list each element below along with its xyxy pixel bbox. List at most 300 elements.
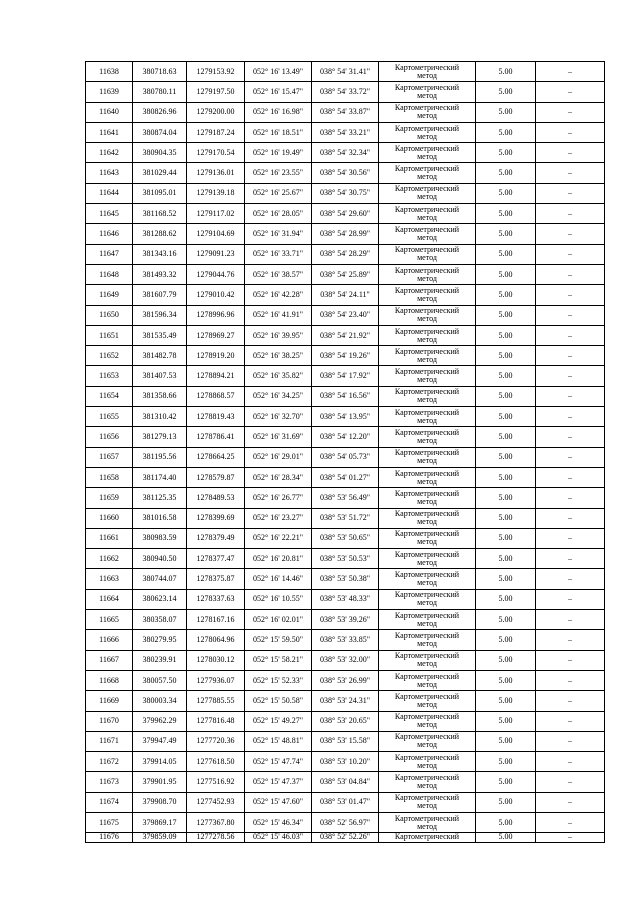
point-number-cell: 11656 bbox=[86, 427, 133, 447]
note-cell: – bbox=[536, 325, 605, 345]
longitude-cell: 038° 54' 21.92" bbox=[312, 325, 379, 345]
method-cell bbox=[379, 792, 476, 812]
point-number-cell: 11638 bbox=[86, 62, 133, 82]
longitude-cell: 038° 53' 48.33" bbox=[312, 589, 379, 609]
x-coordinate-cell: 381535.49 bbox=[133, 325, 187, 345]
longitude-cell: 038° 54' 23.40" bbox=[312, 305, 379, 325]
latitude-cell: 052° 16' 02.01" bbox=[245, 610, 312, 630]
y-coordinate-cell: 1278996.96 bbox=[187, 305, 245, 325]
y-coordinate-cell: 1279139.18 bbox=[187, 183, 245, 203]
accuracy-cell: 5.00 bbox=[476, 346, 536, 366]
method-cell bbox=[379, 62, 476, 82]
longitude-cell: 038° 53' 01.47" bbox=[312, 792, 379, 812]
x-coordinate-cell: 380744.07 bbox=[133, 569, 187, 589]
method-text: метод bbox=[417, 699, 437, 709]
y-coordinate-cell: 1279117.02 bbox=[187, 204, 245, 224]
x-coordinate-cell: 380940.50 bbox=[133, 549, 187, 569]
x-coordinate-cell: 380826.96 bbox=[133, 102, 187, 122]
method-text: Картометрический bbox=[394, 82, 460, 92]
table-row bbox=[86, 528, 605, 548]
note-cell: – bbox=[536, 62, 605, 82]
method-text: метод bbox=[417, 395, 437, 405]
note-cell: – bbox=[536, 630, 605, 650]
x-coordinate-cell: 381029.44 bbox=[133, 163, 187, 183]
method-text: метод bbox=[417, 720, 437, 730]
method-text: метод bbox=[417, 557, 437, 567]
longitude-cell: 038° 52' 56.97" bbox=[312, 812, 379, 832]
point-number-cell: 11650 bbox=[86, 305, 133, 325]
accuracy-cell: 5.00 bbox=[476, 143, 536, 163]
method-text: метод bbox=[417, 172, 437, 182]
latitude-cell: 052° 16' 15.47" bbox=[245, 82, 312, 102]
x-coordinate-cell: 381125.35 bbox=[133, 488, 187, 508]
note-cell: – bbox=[536, 285, 605, 305]
method-text: метод bbox=[417, 70, 437, 80]
method-cell bbox=[379, 833, 476, 843]
method-text: метод bbox=[417, 638, 437, 648]
method-text: Картометрический bbox=[394, 691, 460, 701]
method-cell bbox=[379, 122, 476, 142]
method-cell bbox=[379, 508, 476, 528]
latitude-cell: 052° 16' 26.77" bbox=[245, 488, 312, 508]
accuracy-cell: 5.00 bbox=[476, 163, 536, 183]
method-cell bbox=[379, 102, 476, 122]
y-coordinate-cell: 1277278.56 bbox=[187, 833, 245, 843]
latitude-cell: 052° 16' 29.01" bbox=[245, 447, 312, 467]
method-cell bbox=[379, 244, 476, 264]
point-number-cell: 11675 bbox=[86, 812, 133, 832]
table-row bbox=[86, 731, 605, 751]
y-coordinate-cell: 1278819.43 bbox=[187, 407, 245, 427]
latitude-cell: 052° 15' 58.21" bbox=[245, 650, 312, 670]
method-text: метод bbox=[417, 273, 437, 283]
accuracy-cell: 5.00 bbox=[476, 285, 536, 305]
table-row bbox=[86, 82, 605, 102]
point-number-cell: 11640 bbox=[86, 102, 133, 122]
note-cell: – bbox=[536, 467, 605, 487]
note-cell: – bbox=[536, 772, 605, 792]
method-cell bbox=[379, 407, 476, 427]
accuracy-cell: 5.00 bbox=[476, 183, 536, 203]
table-row bbox=[86, 630, 605, 650]
accuracy-cell: 5.00 bbox=[476, 772, 536, 792]
table-row bbox=[86, 122, 605, 142]
note-cell: – bbox=[536, 264, 605, 284]
y-coordinate-cell: 1278337.63 bbox=[187, 589, 245, 609]
latitude-cell: 052° 16' 10.55" bbox=[245, 589, 312, 609]
accuracy-cell: 5.00 bbox=[476, 244, 536, 264]
method-cell bbox=[379, 346, 476, 366]
point-number-cell: 11658 bbox=[86, 467, 133, 487]
accuracy-cell: 5.00 bbox=[476, 792, 536, 812]
latitude-cell: 052° 16' 16.98" bbox=[245, 102, 312, 122]
method-text: метод bbox=[417, 476, 437, 486]
method-text: Картометрический bbox=[394, 367, 460, 377]
method-text: Картометрический bbox=[394, 164, 460, 174]
method-text: Картометрический bbox=[394, 123, 460, 133]
longitude-cell: 038° 54' 05.73" bbox=[312, 447, 379, 467]
latitude-cell: 052° 16' 18.51" bbox=[245, 122, 312, 142]
longitude-cell: 038° 53' 50.38" bbox=[312, 569, 379, 589]
latitude-cell: 052° 15' 46.03" bbox=[245, 833, 312, 843]
table-row bbox=[86, 691, 605, 711]
x-coordinate-cell: 380623.14 bbox=[133, 589, 187, 609]
point-number-cell: 11646 bbox=[86, 224, 133, 244]
x-coordinate-cell: 381016.58 bbox=[133, 508, 187, 528]
latitude-cell: 052° 16' 41.91" bbox=[245, 305, 312, 325]
coordinates-table-body bbox=[86, 62, 605, 843]
y-coordinate-cell: 1279044.76 bbox=[187, 264, 245, 284]
note-cell: – bbox=[536, 244, 605, 264]
longitude-cell: 038° 54' 17.92" bbox=[312, 366, 379, 386]
point-number-cell: 11654 bbox=[86, 386, 133, 406]
point-number-cell: 11639 bbox=[86, 82, 133, 102]
note-cell: – bbox=[536, 204, 605, 224]
method-text: Картометрический bbox=[394, 732, 460, 742]
point-number-cell: 11663 bbox=[86, 569, 133, 589]
note-cell: – bbox=[536, 305, 605, 325]
method-text: Картометрический bbox=[394, 204, 460, 214]
table-row bbox=[86, 183, 605, 203]
method-text: Картометрический bbox=[394, 590, 460, 600]
note-cell: – bbox=[536, 143, 605, 163]
latitude-cell: 052° 16' 22.21" bbox=[245, 528, 312, 548]
point-number-cell: 11647 bbox=[86, 244, 133, 264]
method-cell bbox=[379, 325, 476, 345]
longitude-cell: 038° 54' 24.11" bbox=[312, 285, 379, 305]
point-number-cell: 11669 bbox=[86, 691, 133, 711]
longitude-cell: 038° 54' 28.99" bbox=[312, 224, 379, 244]
method-cell bbox=[379, 812, 476, 832]
y-coordinate-cell: 1277618.50 bbox=[187, 752, 245, 772]
method-cell bbox=[379, 670, 476, 690]
x-coordinate-cell: 381596.34 bbox=[133, 305, 187, 325]
latitude-cell: 052° 16' 39.95" bbox=[245, 325, 312, 345]
method-cell bbox=[379, 549, 476, 569]
note-cell: – bbox=[536, 346, 605, 366]
longitude-cell: 038° 53' 20.65" bbox=[312, 711, 379, 731]
method-text: Картометрический bbox=[394, 671, 460, 681]
method-text: метод bbox=[417, 618, 437, 628]
longitude-cell: 038° 53' 33.85" bbox=[312, 630, 379, 650]
note-cell: – bbox=[536, 528, 605, 548]
table-row bbox=[86, 285, 605, 305]
method-cell bbox=[379, 610, 476, 630]
table-row bbox=[86, 244, 605, 264]
note-cell: – bbox=[536, 711, 605, 731]
y-coordinate-cell: 1278489.53 bbox=[187, 488, 245, 508]
method-text: Картометрический bbox=[394, 651, 460, 661]
method-text: метод bbox=[417, 801, 437, 811]
point-number-cell: 11652 bbox=[86, 346, 133, 366]
latitude-cell: 052° 16' 42.28" bbox=[245, 285, 312, 305]
point-number-cell: 11671 bbox=[86, 731, 133, 751]
method-text: метод bbox=[417, 760, 437, 770]
x-coordinate-cell: 380718.63 bbox=[133, 62, 187, 82]
method-text: Картометрический bbox=[394, 793, 460, 803]
x-coordinate-cell: 381407.53 bbox=[133, 366, 187, 386]
table-row bbox=[86, 427, 605, 447]
latitude-cell: 052° 15' 47.60" bbox=[245, 792, 312, 812]
latitude-cell: 052° 15' 59.50" bbox=[245, 630, 312, 650]
y-coordinate-cell: 1278399.69 bbox=[187, 508, 245, 528]
note-cell: – bbox=[536, 102, 605, 122]
latitude-cell: 052° 15' 50.58" bbox=[245, 691, 312, 711]
latitude-cell: 052° 16' 38.25" bbox=[245, 346, 312, 366]
longitude-cell: 038° 53' 24.31" bbox=[312, 691, 379, 711]
latitude-cell: 052° 16' 23.27" bbox=[245, 508, 312, 528]
method-text: Картометрический bbox=[394, 630, 460, 640]
method-cell bbox=[379, 467, 476, 487]
method-text: метод bbox=[417, 598, 437, 608]
note-cell: – bbox=[536, 610, 605, 630]
point-number-cell: 11666 bbox=[86, 630, 133, 650]
method-text: Картометрический bbox=[394, 103, 460, 113]
point-number-cell: 11659 bbox=[86, 488, 133, 508]
longitude-cell: 038° 54' 30.56" bbox=[312, 163, 379, 183]
method-text: метод bbox=[417, 253, 437, 263]
method-text: Картометрический bbox=[394, 529, 460, 539]
x-coordinate-cell: 380057.50 bbox=[133, 670, 187, 690]
method-cell bbox=[379, 204, 476, 224]
x-coordinate-cell: 381168.52 bbox=[133, 204, 187, 224]
accuracy-cell: 5.00 bbox=[476, 508, 536, 528]
longitude-cell: 038° 54' 25.89" bbox=[312, 264, 379, 284]
table-row bbox=[86, 102, 605, 122]
method-text: метод bbox=[417, 740, 437, 750]
y-coordinate-cell: 1277816.48 bbox=[187, 711, 245, 731]
method-text: метод bbox=[417, 578, 437, 588]
note-cell: – bbox=[536, 589, 605, 609]
note-cell: – bbox=[536, 670, 605, 690]
note-cell: – bbox=[536, 812, 605, 832]
longitude-cell: 038° 54' 33.72" bbox=[312, 82, 379, 102]
longitude-cell: 038° 53' 51.72" bbox=[312, 508, 379, 528]
note-cell: – bbox=[536, 407, 605, 427]
table-row bbox=[86, 204, 605, 224]
x-coordinate-cell: 379914.05 bbox=[133, 752, 187, 772]
x-coordinate-cell: 379947.49 bbox=[133, 731, 187, 751]
method-cell bbox=[379, 264, 476, 284]
method-text: метод bbox=[417, 679, 437, 689]
method-text: Картометрический bbox=[394, 62, 460, 72]
accuracy-cell: 5.00 bbox=[476, 407, 536, 427]
point-number-cell: 11667 bbox=[86, 650, 133, 670]
latitude-cell: 052° 16' 25.67" bbox=[245, 183, 312, 203]
method-text: Картометрический bbox=[394, 346, 460, 356]
method-text: Картометрический bbox=[394, 488, 460, 498]
table-row bbox=[86, 143, 605, 163]
accuracy-cell: 5.00 bbox=[476, 610, 536, 630]
x-coordinate-cell: 379869.17 bbox=[133, 812, 187, 832]
longitude-cell: 038° 54' 33.87" bbox=[312, 102, 379, 122]
longitude-cell: 038° 53' 39.26" bbox=[312, 610, 379, 630]
method-cell bbox=[379, 589, 476, 609]
method-text: Картометрический bbox=[394, 773, 460, 783]
note-cell: – bbox=[536, 731, 605, 751]
latitude-cell: 052° 16' 31.94" bbox=[245, 224, 312, 244]
latitude-cell: 052° 16' 35.82" bbox=[245, 366, 312, 386]
note-cell: – bbox=[536, 163, 605, 183]
table-row bbox=[86, 792, 605, 812]
method-cell bbox=[379, 183, 476, 203]
y-coordinate-cell: 1278894.21 bbox=[187, 366, 245, 386]
latitude-cell: 052° 16' 23.55" bbox=[245, 163, 312, 183]
point-number-cell: 11660 bbox=[86, 508, 133, 528]
x-coordinate-cell: 380239.91 bbox=[133, 650, 187, 670]
method-cell bbox=[379, 650, 476, 670]
x-coordinate-cell: 381493.32 bbox=[133, 264, 187, 284]
point-number-cell: 11641 bbox=[86, 122, 133, 142]
method-text: Картометрический bbox=[394, 832, 460, 842]
longitude-cell: 038° 53' 26.99" bbox=[312, 670, 379, 690]
x-coordinate-cell: 381174.40 bbox=[133, 467, 187, 487]
longitude-cell: 038° 54' 31.41" bbox=[312, 62, 379, 82]
note-cell: – bbox=[536, 833, 605, 843]
method-text: метод bbox=[417, 375, 437, 385]
latitude-cell: 052° 16' 14.46" bbox=[245, 569, 312, 589]
table-row bbox=[86, 305, 605, 325]
method-text: Картометрический bbox=[394, 448, 460, 458]
method-text: Картометрический bbox=[394, 570, 460, 580]
table-row bbox=[86, 589, 605, 609]
x-coordinate-cell: 380780.11 bbox=[133, 82, 187, 102]
accuracy-cell: 5.00 bbox=[476, 528, 536, 548]
table-row bbox=[86, 488, 605, 508]
method-cell bbox=[379, 386, 476, 406]
note-cell: – bbox=[536, 650, 605, 670]
y-coordinate-cell: 1278919.20 bbox=[187, 346, 245, 366]
y-coordinate-cell: 1278375.87 bbox=[187, 569, 245, 589]
method-text: метод bbox=[417, 537, 437, 547]
method-text: метод bbox=[417, 435, 437, 445]
point-number-cell: 11643 bbox=[86, 163, 133, 183]
latitude-cell: 052° 16' 28.05" bbox=[245, 204, 312, 224]
longitude-cell: 038° 53' 50.53" bbox=[312, 549, 379, 569]
point-number-cell: 11676 bbox=[86, 833, 133, 843]
method-text: Картометрический bbox=[394, 285, 460, 295]
longitude-cell: 038° 54' 13.95" bbox=[312, 407, 379, 427]
x-coordinate-cell: 380358.07 bbox=[133, 610, 187, 630]
table-row bbox=[86, 62, 605, 82]
longitude-cell: 038° 54' 33.21" bbox=[312, 122, 379, 142]
method-text: Картометрический bbox=[394, 306, 460, 316]
accuracy-cell: 5.00 bbox=[476, 630, 536, 650]
note-cell: – bbox=[536, 792, 605, 812]
point-number-cell: 11657 bbox=[86, 447, 133, 467]
y-coordinate-cell: 1278377.47 bbox=[187, 549, 245, 569]
longitude-cell: 038° 53' 04.84" bbox=[312, 772, 379, 792]
point-number-cell: 11642 bbox=[86, 143, 133, 163]
method-cell bbox=[379, 224, 476, 244]
method-text: метод bbox=[417, 781, 437, 791]
longitude-cell: 038° 54' 30.75" bbox=[312, 183, 379, 203]
accuracy-cell: 5.00 bbox=[476, 488, 536, 508]
table-row bbox=[86, 366, 605, 386]
accuracy-cell: 5.00 bbox=[476, 82, 536, 102]
method-text: Картометрический bbox=[394, 752, 460, 762]
accuracy-cell: 5.00 bbox=[476, 305, 536, 325]
x-coordinate-cell: 380279.95 bbox=[133, 630, 187, 650]
latitude-cell: 052° 15' 46.34" bbox=[245, 812, 312, 832]
table-row bbox=[86, 508, 605, 528]
method-cell bbox=[379, 630, 476, 650]
point-number-cell: 11661 bbox=[86, 528, 133, 548]
note-cell: – bbox=[536, 183, 605, 203]
method-text: Картометрический bbox=[394, 387, 460, 397]
latitude-cell: 052° 16' 34.25" bbox=[245, 386, 312, 406]
point-number-cell: 11648 bbox=[86, 264, 133, 284]
longitude-cell: 038° 53' 56.49" bbox=[312, 488, 379, 508]
x-coordinate-cell: 381607.79 bbox=[133, 285, 187, 305]
longitude-cell: 038° 54' 12.20" bbox=[312, 427, 379, 447]
method-cell bbox=[379, 163, 476, 183]
accuracy-cell: 5.00 bbox=[476, 731, 536, 751]
table-row bbox=[86, 670, 605, 690]
longitude-cell: 038° 54' 01.27" bbox=[312, 467, 379, 487]
latitude-cell: 052° 15' 47.74" bbox=[245, 752, 312, 772]
method-text: метод bbox=[417, 517, 437, 527]
method-text: Картометрический bbox=[394, 549, 460, 559]
point-number-cell: 11662 bbox=[86, 549, 133, 569]
point-number-cell: 11665 bbox=[86, 610, 133, 630]
x-coordinate-cell: 381358.66 bbox=[133, 386, 187, 406]
note-cell: – bbox=[536, 549, 605, 569]
latitude-cell: 052° 15' 49.27" bbox=[245, 711, 312, 731]
table-row bbox=[86, 833, 605, 843]
method-text: Картометрический bbox=[394, 813, 460, 823]
method-cell bbox=[379, 143, 476, 163]
note-cell: – bbox=[536, 224, 605, 244]
note-cell: – bbox=[536, 447, 605, 467]
latitude-cell: 052° 16' 38.57" bbox=[245, 264, 312, 284]
note-cell: – bbox=[536, 427, 605, 447]
y-coordinate-cell: 1279197.50 bbox=[187, 82, 245, 102]
accuracy-cell: 5.00 bbox=[476, 224, 536, 244]
method-text: Картометрический bbox=[394, 225, 460, 235]
point-number-cell: 11649 bbox=[86, 285, 133, 305]
y-coordinate-cell: 1278379.49 bbox=[187, 528, 245, 548]
table-row bbox=[86, 224, 605, 244]
accuracy-cell: 5.00 bbox=[476, 325, 536, 345]
method-text: Картометрический bbox=[394, 509, 460, 519]
point-number-cell: 11668 bbox=[86, 670, 133, 690]
note-cell: – bbox=[536, 82, 605, 102]
method-cell bbox=[379, 427, 476, 447]
y-coordinate-cell: 1278030.12 bbox=[187, 650, 245, 670]
accuracy-cell: 5.00 bbox=[476, 427, 536, 447]
method-text: метод bbox=[417, 659, 437, 669]
accuracy-cell: 5.00 bbox=[476, 102, 536, 122]
accuracy-cell: 5.00 bbox=[476, 447, 536, 467]
y-coordinate-cell: 1279187.24 bbox=[187, 122, 245, 142]
method-text: Картометрический bbox=[394, 245, 460, 255]
method-text: метод bbox=[417, 496, 437, 506]
method-text: метод bbox=[417, 192, 437, 202]
method-text: Картометрический bbox=[394, 143, 460, 153]
note-cell: – bbox=[536, 508, 605, 528]
y-coordinate-cell: 1277516.92 bbox=[187, 772, 245, 792]
method-cell bbox=[379, 488, 476, 508]
longitude-cell: 038° 53' 10.20" bbox=[312, 752, 379, 772]
latitude-cell: 052° 16' 31.69" bbox=[245, 427, 312, 447]
x-coordinate-cell: 379962.29 bbox=[133, 711, 187, 731]
accuracy-cell: 5.00 bbox=[476, 386, 536, 406]
point-number-cell: 11664 bbox=[86, 589, 133, 609]
method-cell bbox=[379, 447, 476, 467]
x-coordinate-cell: 379901.95 bbox=[133, 772, 187, 792]
method-text: метод bbox=[417, 456, 437, 466]
